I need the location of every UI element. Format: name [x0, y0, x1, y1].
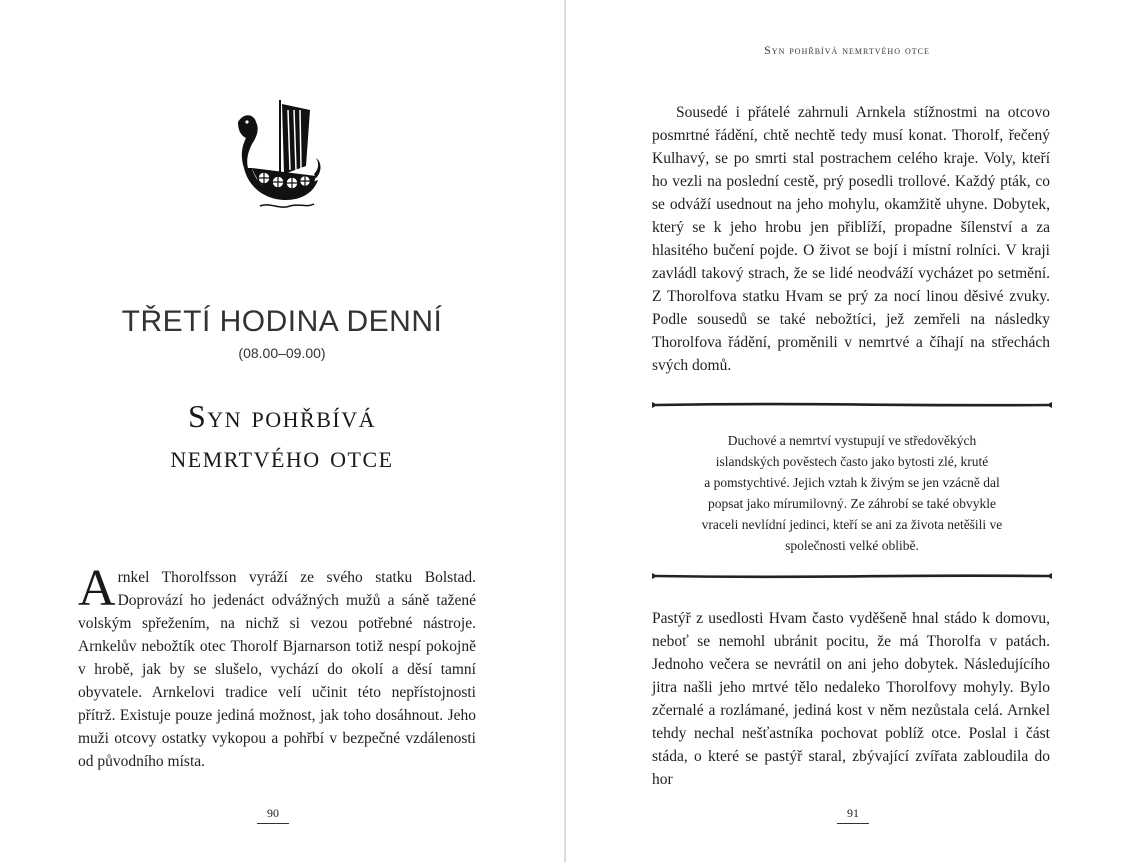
sidebar-rule-top — [652, 400, 1052, 410]
sidebar-line: Duchové a nemrtví vystupují ve středověkých — [727, 433, 977, 448]
sidebar-line: vraceli nevlídní jedinci, kteří se ani za života netěšili ve — [701, 517, 1003, 532]
sidebar-line: a pomstychtivé. Jejich vztah k živým se jen vzácně dal — [704, 475, 1000, 490]
sidebar-line: islandských pověstech často jako bytosti zlé, kruté — [715, 454, 989, 469]
page-number-right: 91 — [837, 806, 869, 824]
hour-title: TŘETÍ HODINA DENNÍ — [121, 305, 443, 338]
right-body-text-bottom — [652, 607, 1050, 791]
sidebar-line: popsat jako mírumilovný. Ze záhrobí se také obvykle — [708, 496, 996, 511]
running-head: Syn pohřbívá nemrtvého otce — [764, 43, 930, 57]
right-paragraph-1: Sousedé i přátelé zahrnuli Arnkela stížnostmi na otcovo posmrtné řádění, chtě nechtě tedy musí konat. Thorolf, řečený Kulhavý, se po smrti stal postrachem celého kraje. Voly, kteří ho vezli na poslední cestě, prý posedli trollové. Každý pták, co se odváží usednout na jeho mohylu, okamžitě uhyne. Dobytek, který se k jeho hrobu jen přiblíží, propadne šílenství a za hlasitého bučení pojde. O život se bojí i místní rolníci. V kraji zavládl takový strach, že se lidé neodváží vycházet po setmění. Z Thorolfova statku Hvam se prý za nocí linou děsivé zvuky. Podle sousedů se také nebožtíci, jež zemřeli na následky Thorolfova řádění, proměnili v nemrtvé a číhají na střechách svých domů. — [652, 104, 1050, 374]
page-number-left: 90 — [257, 806, 289, 824]
sidebar-box — [666, 430, 1038, 556]
right-body-text-top — [652, 101, 1050, 377]
drop-cap: A — [78, 560, 116, 617]
chapter-title-line-1: Syn pohřbívá — [187, 398, 377, 434]
right-page — [566, 0, 1128, 862]
chapter-title-line-2: nemrtvého otce — [170, 438, 394, 474]
left-paragraph: rnkel Thorolfsson vyráží ze svého statku Bolstad. Doprovází ho jedenáct odvážných mužů a sáně tažené volským spřežením, na nichž si vezou potřebné nástroje. Arnkelův nebožtík otec Thorolf Bjarnarson totiž nespí pokojně v hrobě, jak by se slušelo, vychází do okolí a děsí tamní obyvatele. Arnkelovi tradice velí učinit této nepřístojnosti přítrž. Existuje pouze jediná možnost, jak toho dosáhnout. Jeho muži otcovy ostatky vykopou a pohřbí v bezpečné vzdálenosti od původního místa. — [78, 569, 476, 770]
viking-ship-icon — [230, 96, 326, 216]
sidebar-rule-bottom — [652, 571, 1052, 581]
hour-time-range: (08.00–09.00) — [238, 345, 326, 361]
chapter-title — [0, 396, 564, 476]
left-body-text — [78, 560, 476, 773]
right-paragraph-2: Pastýř z usedlosti Hvam často vyděšeně hnal stádo k domovu, neboť se nemohl ubránit pocitu, že má Thorolfa v patách. Jednoho večera se nevrátil on ani jeho dobytek. Následujícího jitra našli jeho mrtvé tělo nedaleko Thorolfovy mohyly. Bylo zčernalé a rozlámané, jediná kost v něm nezůstala celá. Arnkel tehdy nechal nešťastníka pochovat poblíž otce. Poslal i část stáda, o které se pastýř staral, zbývající zvířata zabloudila do hor — [652, 610, 1050, 788]
sidebar-line: společnosti velké oblibě. — [785, 538, 919, 553]
